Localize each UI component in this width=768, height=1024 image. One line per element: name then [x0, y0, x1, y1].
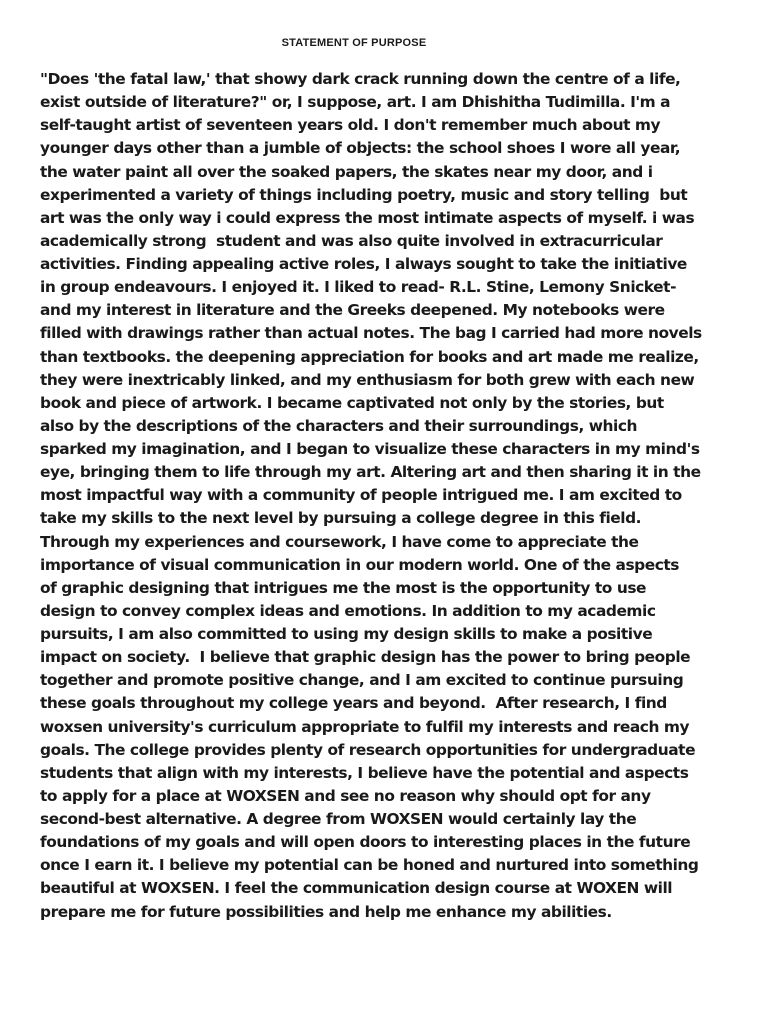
body-line: these goals throughout my college years and beyond. After research, I find [40, 694, 667, 713]
body-line: goals. The college provides plenty of research opportunities for undergraduate [40, 740, 696, 759]
body-line: of graphic designing that intrigues me the most is the opportunity to use [40, 578, 647, 597]
document-body [40, 68, 734, 924]
body-line: also by the descriptions of the characters and their surroundings, which [40, 416, 638, 435]
body-line: Through my experiences and coursework, I have come to appreciate the [40, 532, 639, 551]
body-line: importance of visual communication in our modern world. One of the aspects [40, 555, 680, 574]
body-line: together and promote positive change, and I am excited to continue pursuing [40, 671, 684, 690]
body-line: the water paint all over the soaked papers, the skates near my door, and i [40, 162, 653, 181]
body-line: students that align with my interests, I believe have the potential and aspects [40, 763, 689, 782]
body-line: to apply for a place at WOXSEN and see no reason why should opt for any [40, 786, 651, 805]
document-title: STATEMENT OF PURPOSE [281, 37, 427, 49]
body-line: experimented a variety of things including poetry, music and story telling but [40, 185, 688, 204]
body-line: book and piece of artwork. I became captivated not only by the stories, but [40, 393, 664, 412]
body-line: design to convey complex ideas and emotions. In addition to my academic [40, 601, 656, 620]
body-line: sparked my imagination, and I began to visualize these characters in my mind's [40, 440, 700, 458]
body-line: younger days other than a jumble of objects: the school shoes I wore all year, [40, 139, 681, 158]
body-line: eye, bringing them to life through my art. Altering art and then sharing it in the [40, 463, 701, 482]
body-line: pursuits, I am also committed to using my design skills to make a positive [40, 625, 653, 643]
body-line: exist outside of literature?" or, I suppose, art. I am Dhishitha Tudimilla. I'm a [40, 93, 671, 112]
body-line: beautiful at WOXSEN. I feel the communication design course at WOXEN will [40, 879, 673, 898]
body-line: woxsen university's curriculum appropriate to fulfil my interests and reach my [40, 717, 690, 736]
body-line: take my skills to the next level by pursuing a college degree in this field. [40, 509, 642, 528]
body-line: and my interest in literature and the Greeks deepened. My notebooks were [40, 301, 665, 320]
body-line: they were inextricably linked, and my enthusiasm for both grew with each new [40, 370, 695, 389]
body-line: second-best alternative. A degree from WOXSEN would certainly lay the [40, 810, 637, 828]
body-line: impact on society. I believe that graphic design has the power to bring people [40, 648, 691, 667]
body-line: academically strong student and was also quite involved in extracurricular [40, 231, 663, 250]
body-line: filled with drawings rather than actual notes. The bag I carried had more novels [40, 324, 702, 343]
body-line: in group endeavours. I enjoyed it. I liked to read- R.L. Stine, Lemony Snicket- [40, 278, 677, 297]
body-line: art was the only way i could express the most intimate aspects of myself. i was [40, 208, 695, 227]
body-line: most impactful way with a community of people intrigued me. I am excited to [40, 486, 682, 505]
body-line: "Does 'the fatal law,' that showy dark crack running down the centre of a life, [40, 70, 681, 88]
body-line: prepare me for future possibilities and help me enhance my abilities. [40, 902, 612, 921]
body-line: self-taught artist of seventeen years old. I don't remember much about my [40, 116, 661, 135]
body-line: than textbooks. the deepening appreciation for books and art made me realize, [40, 347, 699, 366]
body-line: activities. Finding appealing active roles, I always sought to take the initiative [40, 255, 687, 273]
body-line: foundations of my goals and will open doors to interesting places in the future [40, 833, 691, 852]
body-line: once I earn it. I believe my potential can be honed and nurtured into something [40, 856, 699, 875]
